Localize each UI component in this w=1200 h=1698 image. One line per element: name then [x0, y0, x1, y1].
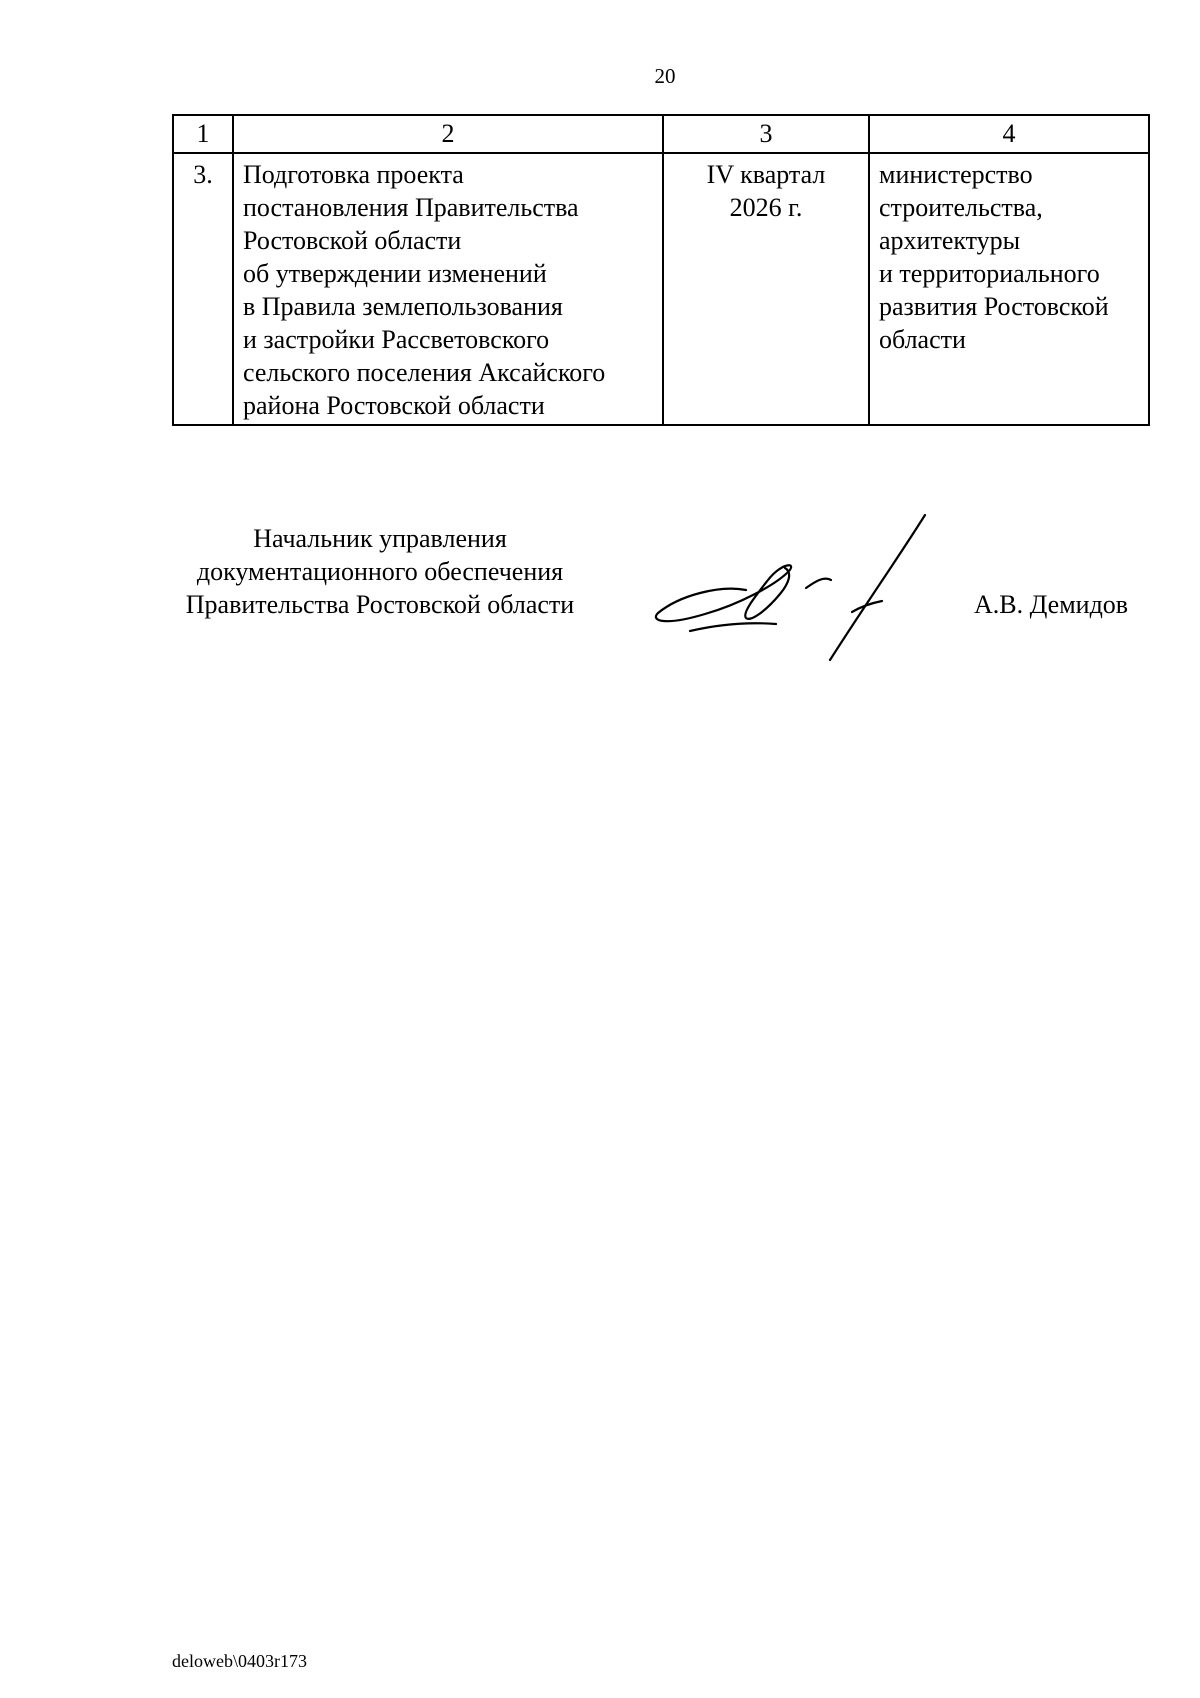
signatory-title: [160, 522, 600, 621]
deadline-line: 2026 г.: [729, 193, 803, 222]
table-header-row: [173, 115, 1149, 153]
description-line: сельского поселения Аксайского: [243, 358, 606, 387]
responsible-line: строительства,: [879, 193, 1043, 222]
description-line: постановления Правительства: [243, 193, 579, 222]
table-row: [173, 153, 1149, 425]
signatory-name: А.В. Демидов: [974, 590, 1129, 619]
header-cell-2: 2: [233, 115, 663, 153]
row-description: [233, 153, 663, 425]
responsible-line: министерство: [879, 160, 1033, 189]
responsible-line: области: [879, 325, 966, 354]
responsible-line: архитектуры: [879, 226, 1021, 255]
description-line: и застройки Рассветовского: [243, 325, 550, 354]
row-number: 3.: [173, 153, 233, 425]
description-line: в Правила землепользования: [243, 292, 563, 321]
signatory-title-line: документационного обеспечения: [196, 557, 564, 586]
signatory-title-line: Правительства Ростовской области: [185, 590, 575, 619]
responsible-line: и территориального: [879, 259, 1100, 288]
header-cell-1: 1: [173, 115, 233, 153]
description-line: района Ростовской области: [243, 391, 545, 420]
handwritten-signature: [650, 510, 950, 670]
responsible-line: развития Ростовской: [879, 292, 1109, 321]
document-code: deloweb\0403r173: [172, 1651, 307, 1671]
header-cell-3: 3: [663, 115, 869, 153]
deadline-line: IV квартал: [706, 160, 826, 189]
page-number: 20: [654, 64, 676, 88]
row-deadline: [663, 153, 869, 425]
description-line: Ростовской области: [243, 226, 462, 255]
plan-table: [172, 114, 1150, 426]
description-line: об утверждении изменений: [243, 259, 547, 288]
description-line: Подготовка проекта: [243, 160, 464, 189]
header-cell-4: 4: [869, 115, 1149, 153]
signatory-title-line: Начальник управления: [253, 524, 507, 553]
row-responsible: [869, 153, 1149, 425]
